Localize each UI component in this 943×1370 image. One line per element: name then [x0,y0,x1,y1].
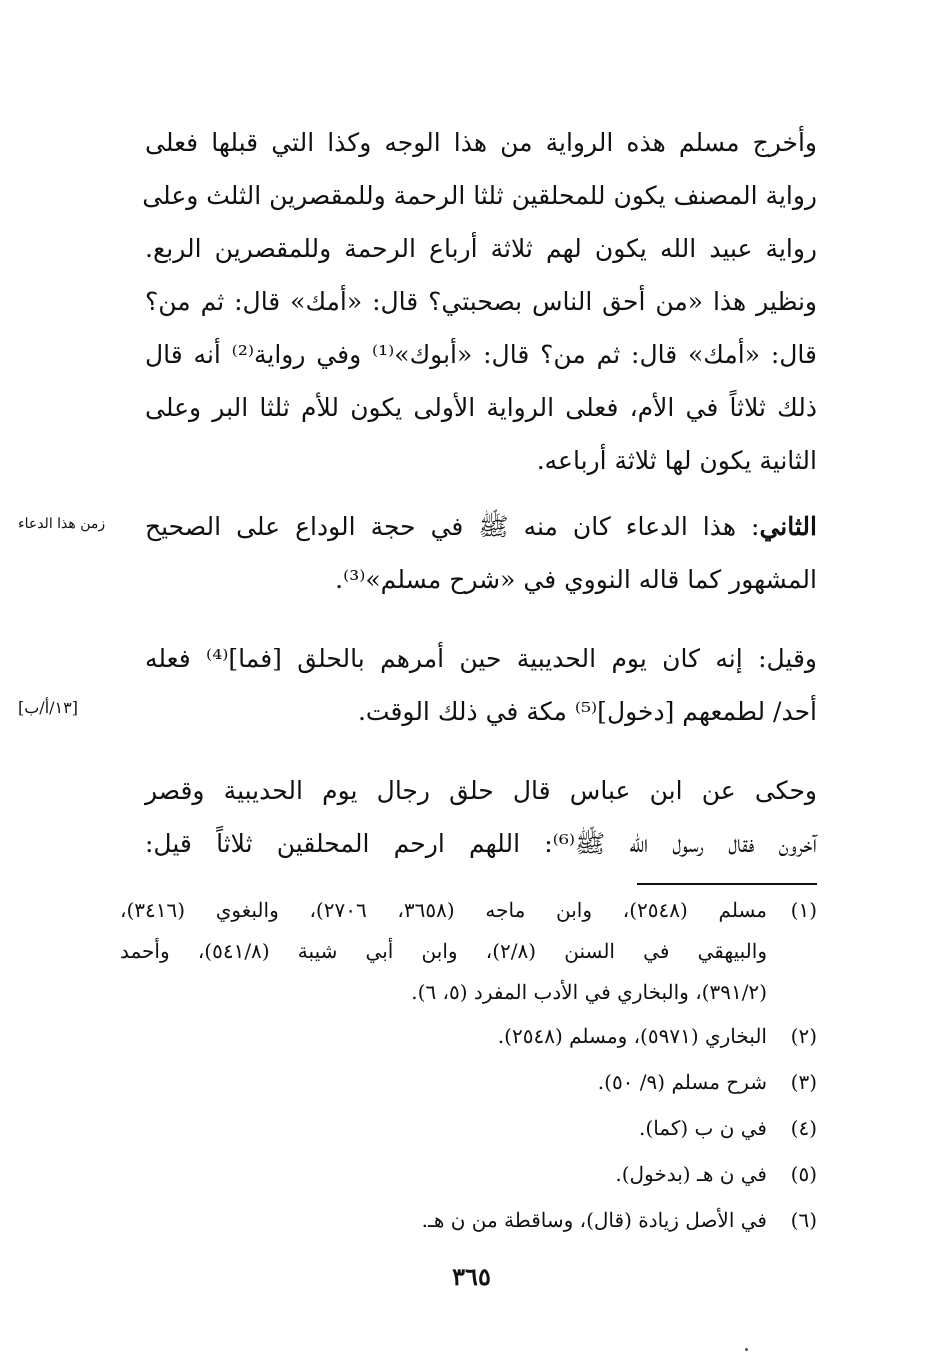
scan-speck [745,1348,748,1351]
text-line: وقيل: إنه كان يوم الحديبية حين أمرهم بالحلق [فما]⁽⁴⁾ فعله [145,644,817,673]
footnote-text: البخاري (٥٩٧١)، ومسلم (٢٥٤٨). [497,1024,767,1048]
text-line: رواية المصنف يكون للمحلقين ثلثا الرحمة وللمقصرين الثلث وعلى [142,181,817,210]
footnote-text [120,890,767,1013]
text-line: قال: «أمك» قال: ثم من؟ قال: «أبوك»⁽¹⁾ وفي رواية⁽²⁾ أنه قال [145,340,817,369]
text-span: : هذا الدعاء كان منه ﷺ في حجة الوداع على الصحيح [145,512,760,541]
paragraph-4 [145,764,817,870]
footnote [120,1059,817,1105]
footnote [120,1151,817,1197]
section-lead: الثاني [759,512,817,541]
footnote-line: (٣٩١/٢)، والبخاري في الأدب المفرد (٥، ٦). [411,980,767,1004]
footnote-number: (٤) [790,1116,817,1140]
footnote-separator [637,883,817,885]
footnote [120,890,817,1013]
footnote [120,1105,817,1151]
footnote-number: (١) [790,898,817,922]
page-number: ٣٦٥ [452,1262,491,1291]
footnotes [120,890,817,1243]
folio-marker: [١٣/أ/ب] [18,698,78,717]
text-line: المشهور كما قاله النووي في «شرح مسلم»⁽³⁾. [335,565,817,594]
paragraph-2 [145,500,817,606]
text-line: أحد/ لطمعهم [دخول]⁽⁵⁾ مكة في ذلك الوقت. [357,697,817,726]
margin-note: زمن هذا الدعاء [18,516,106,532]
text-line: وحكى عن ابن عباس قال حلق رجال يوم الحديبية وقصر [145,776,817,805]
footnote [120,1197,817,1243]
text-line: ذلك ثلاثاً في الأم، فعلى الرواية الأولى يكون للأم ثلثا البر وعلى [145,393,817,422]
footnote [120,1013,817,1059]
footnote-text: في ن ب (كما). [639,1116,767,1140]
footnote-line: والبيهقي في السنن (٢/٨)، وابن أبي شيبة (٥٤١/٨)، وأحمد [120,939,767,963]
text-line: رواية عبيد الله يكون لهم ثلاثة أرباع الرحمة وللمقصرين الربع. [145,234,817,263]
text-line: آخرون فقال رسول الله ﷺ⁽⁶⁾: اللهم ارحم المحلقين ثلاثاً قيل: [145,829,817,858]
footnote-text: في ن هـ (بدخول). [615,1162,767,1186]
footnote-text: في الأصل زيادة (قال)، وساقطة من ن هـ. [421,1208,767,1232]
footnote-number: (٣) [790,1070,817,1094]
text-line: ونظير هذا «من أحق الناس بصحبتي؟ قال: «أمك» قال: ثم من؟ [145,287,817,316]
paragraph-3 [145,632,817,738]
paragraph-1 [142,116,817,487]
footnote-number: (٦) [790,1208,817,1232]
footnote-number: (٥) [790,1162,817,1186]
text-line: وأخرج مسلم هذه الرواية من هذا الوجه وكذا التي قبلها فعلى [145,128,817,157]
text-line: الثانية يكون لها ثلاثة أرباعه. [536,446,817,475]
text-line [145,500,817,553]
footnote-number: (٢) [790,1024,817,1048]
footnote-text: شرح مسلم (٩/ ٥٠). [597,1070,767,1094]
footnote-line: مسلم (٢٥٤٨)، وابن ماجه (٣٦٥٨، ٢٧٠٦)، والبغوي (٣٤١٦)، [120,898,768,922]
